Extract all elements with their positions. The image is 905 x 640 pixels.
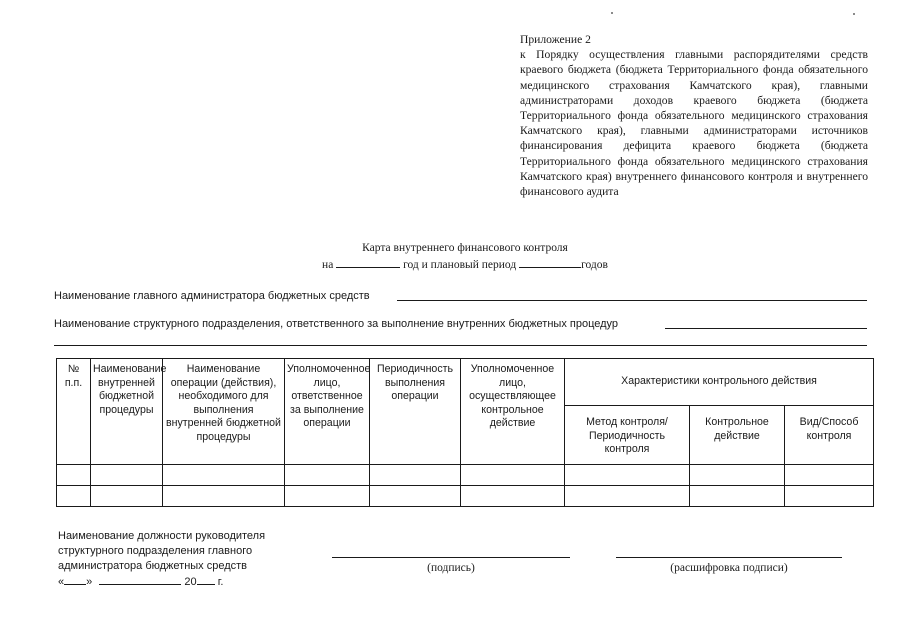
table-cell[interactable] — [57, 465, 91, 486]
table-cell[interactable] — [565, 465, 690, 486]
signature-decode-caption: (расшифровка подписи) — [670, 562, 788, 574]
header-responsible: Уполномоченное лицо, ответственное за выполнение операции — [285, 359, 370, 465]
date-year-prefix: 20 — [184, 576, 197, 588]
period-suffix: годов — [581, 259, 608, 271]
scan-speck — [611, 12, 613, 14]
header-periodicity: Периодичность выполнения операции — [370, 359, 461, 465]
planning-period-blank[interactable] — [519, 257, 581, 268]
scan-speck — [853, 13, 855, 15]
control-map-table — [56, 358, 874, 507]
header-controller: Уполномоченное лицо, осуществляющее контрольное действие — [461, 359, 565, 465]
division-name-label: Наименование структурного подразделения, ответственного за выполнение внутренних бюджетных процедур — [54, 318, 619, 330]
date-year-suffix: г. — [217, 576, 224, 588]
table-cell[interactable] — [285, 465, 370, 486]
header-procedure: Наименование внутренней бюджетной процедуры — [91, 359, 163, 465]
table-cell[interactable] — [565, 486, 690, 507]
document-title: Карта внутреннего финансового контроля — [362, 242, 568, 254]
appendix-title: Приложение 2 — [520, 33, 591, 46]
header-method: Метод контроля/ Периодичность контроля — [565, 406, 690, 465]
table-cell[interactable] — [690, 486, 785, 507]
date-close-quote: » — [86, 576, 93, 588]
table-cell[interactable] — [690, 465, 785, 486]
period-line — [250, 257, 680, 273]
signature-decode-line[interactable] — [616, 557, 842, 558]
period-middle: год и плановый период — [403, 259, 517, 271]
signatory-position-label: Наименование должности руководителя структурного подразделения главного администратора бюджетных средств — [58, 530, 266, 572]
signature-line[interactable] — [332, 557, 570, 558]
division-name-field[interactable] — [665, 328, 867, 329]
table-row — [57, 486, 874, 507]
day-blank[interactable] — [64, 574, 86, 585]
month-blank[interactable] — [99, 574, 181, 585]
table-cell[interactable] — [461, 465, 565, 486]
year-suffix-blank[interactable] — [197, 574, 215, 585]
table-cell[interactable] — [785, 486, 874, 507]
date-line — [58, 574, 223, 590]
division-name-field-continued[interactable] — [54, 345, 867, 346]
header-characteristics: Характеристики контрольного действия — [565, 359, 874, 406]
table-cell[interactable] — [163, 465, 285, 486]
appendix-text: к Порядку осуществления главными распорядителями средств краевого бюджета (бюджета Территориального фонда обязательного медицинского страхования Камчатского края), главными администраторами доходов краевого бюджета (бюджета Территориального фонда обязательного медицинского страхования Камчатского края), главными администраторами источников финансирования дефицита краевого бюджета (бюджета Территориального фонда обязательного медицинского страхования Камчатского края) внутреннего финансового контроля и внутреннего финансового аудита — [520, 48, 868, 199]
table-cell[interactable] — [370, 465, 461, 486]
admin-name-label: Наименование главного администратора бюджетных средств — [54, 290, 370, 302]
table-cell[interactable] — [91, 465, 163, 486]
date-open-quote: « — [58, 576, 65, 588]
header-control-action: Контрольное действие — [690, 406, 785, 465]
admin-name-field[interactable] — [397, 300, 867, 301]
table-cell[interactable] — [370, 486, 461, 507]
appendix-header — [520, 32, 868, 199]
table-cell[interactable] — [163, 486, 285, 507]
year-blank[interactable] — [336, 257, 400, 268]
table-row — [57, 465, 874, 486]
table-cell[interactable] — [91, 486, 163, 507]
period-prefix: на — [322, 259, 334, 271]
table-cell[interactable] — [285, 486, 370, 507]
signature-caption: (подпись) — [427, 562, 475, 574]
table-cell[interactable] — [461, 486, 565, 507]
table-cell[interactable] — [57, 486, 91, 507]
table-header-row — [57, 359, 874, 406]
table-cell[interactable] — [785, 465, 874, 486]
header-type: Вид/Способ контроля — [785, 406, 874, 465]
header-num: № п.п. — [57, 359, 91, 465]
header-operation: Наименование операции (действия), необходимого для выполнения внутренней бюджетной процедуры — [163, 359, 285, 465]
